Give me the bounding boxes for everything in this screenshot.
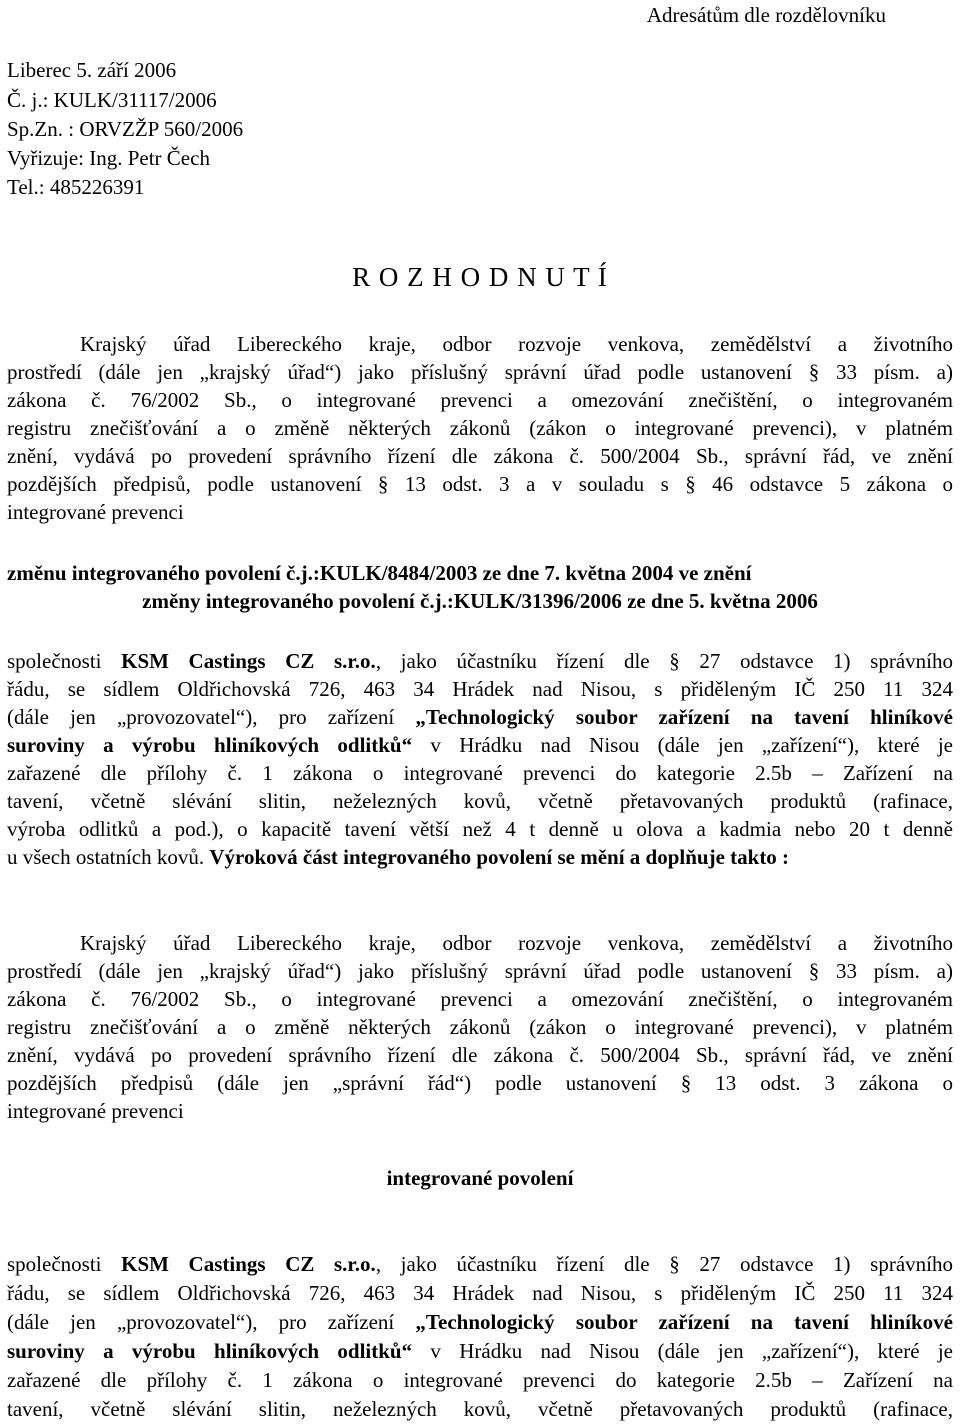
- reference-number: Č. j.: KULK/31117/2006: [7, 88, 217, 112]
- paragraph-line: znění, vydává po provedení správního řízení dle zákona č. 500/2004 Sb., správní řád, ve znění: [7, 1043, 953, 1067]
- change-line: změnu integrovaného povolení č.j.:KULK/8484/2003 ze dne 7. května 2004 ve znění: [7, 561, 752, 585]
- recipient-line: Adresátům dle rozdělovníku: [646, 3, 886, 27]
- company-line: tavení, včetně slévání slitin, neželezných kovů, včetně přetavovaných produktů (rafinace,: [7, 789, 953, 813]
- paragraph-line: prostředí (dále jen „krajský úřad“) jako příslušný správní úřad podle ustanovení § 33 písm. a): [7, 360, 953, 384]
- change-line: změny integrovaného povolení č.j.:KULK/31396/2006 ze dne 5. května 2006: [142, 589, 818, 613]
- paragraph-line: pozdějších předpisů, podle ustanovení § 13 odst. 3 a v souladu s § 46 odstavce 5 zákona o: [7, 472, 953, 496]
- company-line: tavení, včetně slévání slitin, neželezných kovů, včetně přetavovaných produktů (rafinace,: [7, 1397, 953, 1421]
- company-line: zařazené dle přílohy č. 1 zákona o integrované prevenci do kategorie 2.5b – Zařízení na: [7, 1368, 953, 1392]
- company-line: suroviny a výrobu hliníkových odlitků“ v Hrádku nad Nisou (dále jen „zařízení“), které je: [7, 733, 953, 757]
- company-line: suroviny a výrobu hliníkových odlitků“ v Hrádku nad Nisou (dále jen „zařízení“), které je: [7, 1339, 953, 1363]
- company-line: řádu, se sídlem Oldřichovská 726, 463 34 Hrádek nad Nisou, s přiděleným IČ 250 11 324: [7, 677, 953, 701]
- company-line: řádu, se sídlem Oldřichovská 726, 463 34 Hrádek nad Nisou, s přiděleným IČ 250 11 324: [7, 1281, 953, 1305]
- paragraph-line: zákona č. 76/2002 Sb., o integrované prevenci a omezování znečištění, o integrovaném: [7, 388, 953, 412]
- paragraph-line: Krajský úřad Libereckého kraje, odbor rozvoje venkova, zemědělství a životního: [80, 931, 953, 955]
- file-number: Sp.Zn. : ORVZŽP 560/2006: [7, 117, 244, 141]
- paragraph-line: registru znečišťování a o změně některých zákonů (zákon o integrované prevenci), v platném: [7, 1015, 953, 1039]
- company-line: u všech ostatních kovů. Výroková část integrovaného povolení se mění a doplňuje takto :: [7, 845, 790, 869]
- paragraph-line: integrované prevenci: [7, 1099, 184, 1123]
- paragraph-line: znění, vydává po provedení správního řízení dle zákona č. 500/2004 Sb., správní řád, ve znění: [7, 444, 953, 468]
- phone: Tel.: 485226391: [7, 175, 145, 199]
- company-line: společnosti KSM Castings CZ s.r.o., jako účastníku řízení dle § 27 odstavce 1) správního: [7, 649, 953, 673]
- paragraph-line: Krajský úřad Libereckého kraje, odbor rozvoje venkova, zemědělství a životního: [80, 332, 953, 356]
- paragraph-line: prostředí (dále jen „krajský úřad“) jako příslušný správní úřad podle ustanovení § 33 písm. a): [7, 959, 953, 983]
- company-line: zařazené dle přílohy č. 1 zákona o integrované prevenci do kategorie 2.5b – Zařízení na: [7, 761, 953, 785]
- company-line: (dále jen „provozovatel“), pro zařízení „Technologický soubor zařízení na tavení hliníkové: [7, 705, 953, 729]
- company-line: společnosti KSM Castings CZ s.r.o., jako účastníku řízení dle § 27 odstavce 1) správního: [7, 1252, 953, 1276]
- company-line: výroba odlitků a pod.), o kapacitě tavení větší než 4 t denně u olova a kadmia nebo 20 t denně: [7, 817, 953, 841]
- paragraph-line: zákona č. 76/2002 Sb., o integrované prevenci a omezování znečištění, o integrovaném: [7, 987, 953, 1011]
- company-line: (dále jen „provozovatel“), pro zařízení „Technologický soubor zařízení na tavení hliníkové: [7, 1310, 953, 1334]
- paragraph-line: integrované prevenci: [7, 500, 184, 524]
- paragraph-line: pozdějších předpisů (dále jen „správní řád“) podle ustanovení § 13 odst. 3 zákona o: [7, 1071, 953, 1095]
- handler: Vyřizuje: Ing. Petr Čech: [7, 146, 210, 170]
- permit-heading: integrované povolení: [386, 1166, 574, 1190]
- place-date: Liberec 5. září 2006: [7, 58, 177, 82]
- paragraph-line: registru znečišťování a o změně některých zákonů (zákon o integrované prevenci), v platném: [7, 416, 953, 440]
- document-title: R O Z H O D N U T Í: [352, 262, 608, 292]
